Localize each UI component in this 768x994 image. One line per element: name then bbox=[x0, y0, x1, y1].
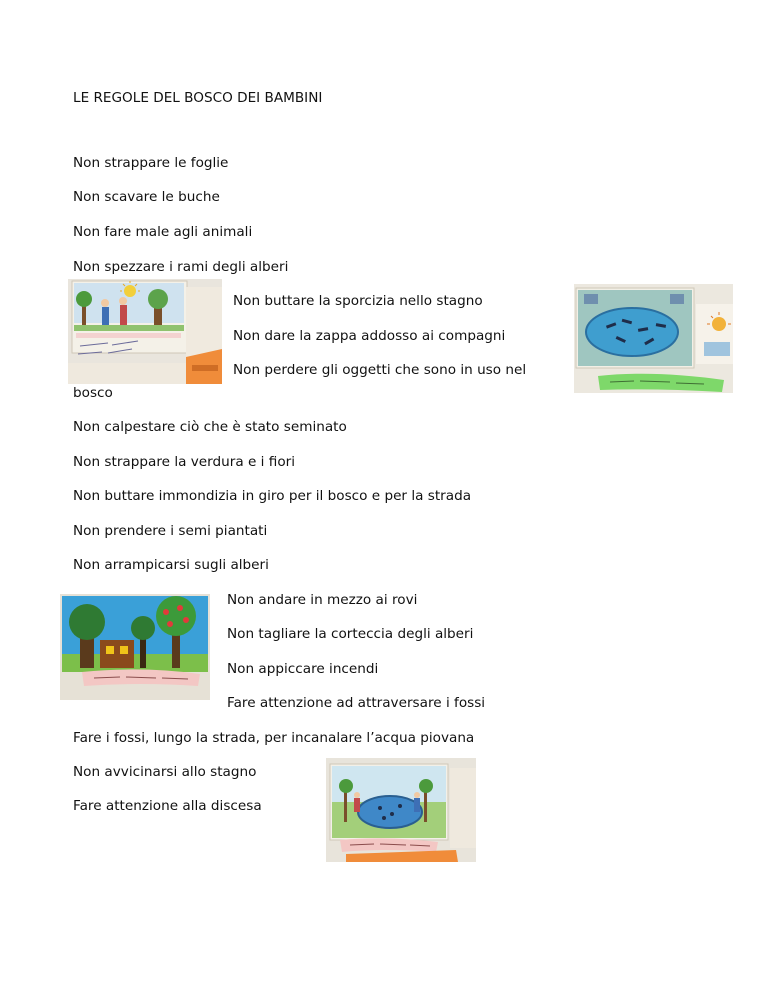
rule-item: Non strappare la verdura e i fiori bbox=[73, 454, 296, 470]
rule-item: Non dare la zappa addosso ai compagni bbox=[233, 328, 506, 344]
rule-item: Non arrampicarsi sugli alberi bbox=[73, 557, 269, 573]
forest-drawing-photo-icon bbox=[60, 594, 210, 700]
rule-item: Non avvicinarsi allo stagno bbox=[73, 764, 257, 780]
rule-item: Non scavare le buche bbox=[73, 189, 220, 205]
rule-item: Non fare male agli animali bbox=[73, 224, 253, 240]
rule-item: Fare attenzione alla discesa bbox=[73, 798, 262, 814]
rule-item: Non prendere i semi piantati bbox=[73, 523, 268, 539]
pond-drawing-photo-icon bbox=[574, 284, 733, 393]
rule-item: Non calpestare ciò che è stato seminato bbox=[73, 419, 347, 435]
children-drawing-trees-photo-icon bbox=[68, 279, 222, 384]
rule-item: Non spezzare i rami degli alberi bbox=[73, 259, 289, 275]
rule-item: Fare i fossi, lungo la strada, per incanalare l’acqua piovana bbox=[73, 730, 475, 746]
rule-item: Non buttare la sporcizia nello stagno bbox=[233, 293, 483, 309]
rule-item: Non buttare immondizia in giro per il bosco e per la strada bbox=[73, 488, 472, 504]
rule-item: Non tagliare la corteccia degli alberi bbox=[227, 626, 474, 642]
pond-children-drawing-photo-icon bbox=[326, 758, 476, 862]
rule-item: Non appiccare incendi bbox=[227, 661, 379, 677]
rule-item: Non perdere gli oggetti che sono in uso nel bbox=[233, 362, 527, 378]
rule-item: Fare attenzione ad attraversare i fossi bbox=[227, 695, 486, 711]
rule-item: Non andare in mezzo ai rovi bbox=[227, 592, 418, 608]
page-title: LE REGOLE DEL BOSCO DEI BAMBINI bbox=[73, 90, 323, 106]
rule-item-continuation: bosco bbox=[73, 385, 113, 401]
rule-item: Non strappare le foglie bbox=[73, 155, 229, 171]
